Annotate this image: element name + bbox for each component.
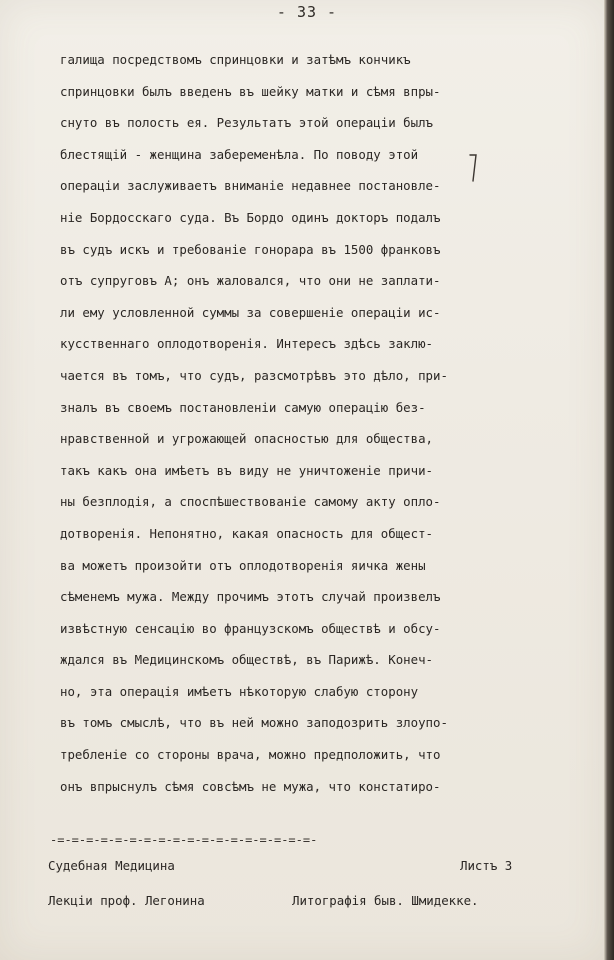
text-line: нравственной и угрожающей опасностью для общества, <box>60 431 433 447</box>
footer-subject: Судебная Медицина <box>48 858 175 873</box>
document-body <box>60 44 560 802</box>
text-line: требленіе со стороны врача, можно предположить, что <box>60 747 441 763</box>
text-line: дотворенія. Непонятно, какая опасность для общест- <box>60 525 433 541</box>
text-line: ждался въ Медицинскомъ обществѣ, въ Парижѣ. Конеч- <box>60 652 433 668</box>
text-line: въ томъ смыслѣ, что въ ней можно заподозрить злоупо- <box>60 715 448 731</box>
text-line: онъ впрыснулъ сѣмя совсѣмъ не мужа, что констатиро- <box>60 778 441 794</box>
text-line: ва можетъ произойти отъ оплодотворенія яичка жены <box>60 557 426 573</box>
text-line: извѣстную сенсацію во французскомъ обществѣ и обсу- <box>60 620 441 636</box>
text-line: въ судъ искъ и требованіе гонорара въ 1500 франковъ <box>60 241 441 257</box>
text-line: операціи заслуживаетъ вниманіе недавнее постановле- <box>60 178 441 194</box>
text-line: такъ какъ она имѣетъ въ виду не уничтоженіе причи- <box>60 462 433 478</box>
text-line: чается въ томъ, что судъ, разсмотрѣвъ это дѣло, при- <box>60 367 448 383</box>
separator-line: -=-=-=-=-=-=-=-=-=-=-=-=-=-=-=-=-=-=- <box>50 833 318 847</box>
text-line: блестящій - женщина забеременѣла. По поводу этой <box>60 146 419 162</box>
text-line: ли ему условленной суммы за совершеніе операціи ис- <box>60 304 441 320</box>
text-line: зналъ въ своемъ постановленіи самую операцію без- <box>60 399 426 415</box>
footer-sheet-number: Листъ 3 <box>460 858 513 873</box>
page-edge-shadow <box>604 0 614 960</box>
text-line: ны безплодія, а споспѣшествованіе самому акту опло- <box>60 494 441 510</box>
footer-printer: Литографія быв. Шмидекке. <box>292 893 479 908</box>
page-number: - 33 - <box>276 3 338 21</box>
text-line: кусственнаго оплодотворенія. Интересъ здѣсь заклю- <box>60 336 433 352</box>
text-line: спринцовки былъ введенъ въ шейку матки и сѣмя впры- <box>60 83 441 99</box>
text-line: отъ супруговъ А; онъ жаловался, что они не заплати- <box>60 273 441 289</box>
text-line: но, эта операція имѣетъ нѣкоторую слабую сторону <box>60 683 419 699</box>
text-line: сѣменемъ мужа. Между прочимъ этотъ случай произвелъ <box>60 589 441 605</box>
text-line: ніе Бордосскаго суда. Въ Бордо одинъ докторъ подалъ <box>60 209 441 225</box>
text-line: галища посредствомъ спринцовки и затѣмъ кончикъ <box>60 52 411 67</box>
text-line: снуто въ полость ея. Результатъ этой операціи былъ <box>60 115 433 131</box>
footer-lectures: Лекціи проф. Легонина <box>48 893 205 908</box>
